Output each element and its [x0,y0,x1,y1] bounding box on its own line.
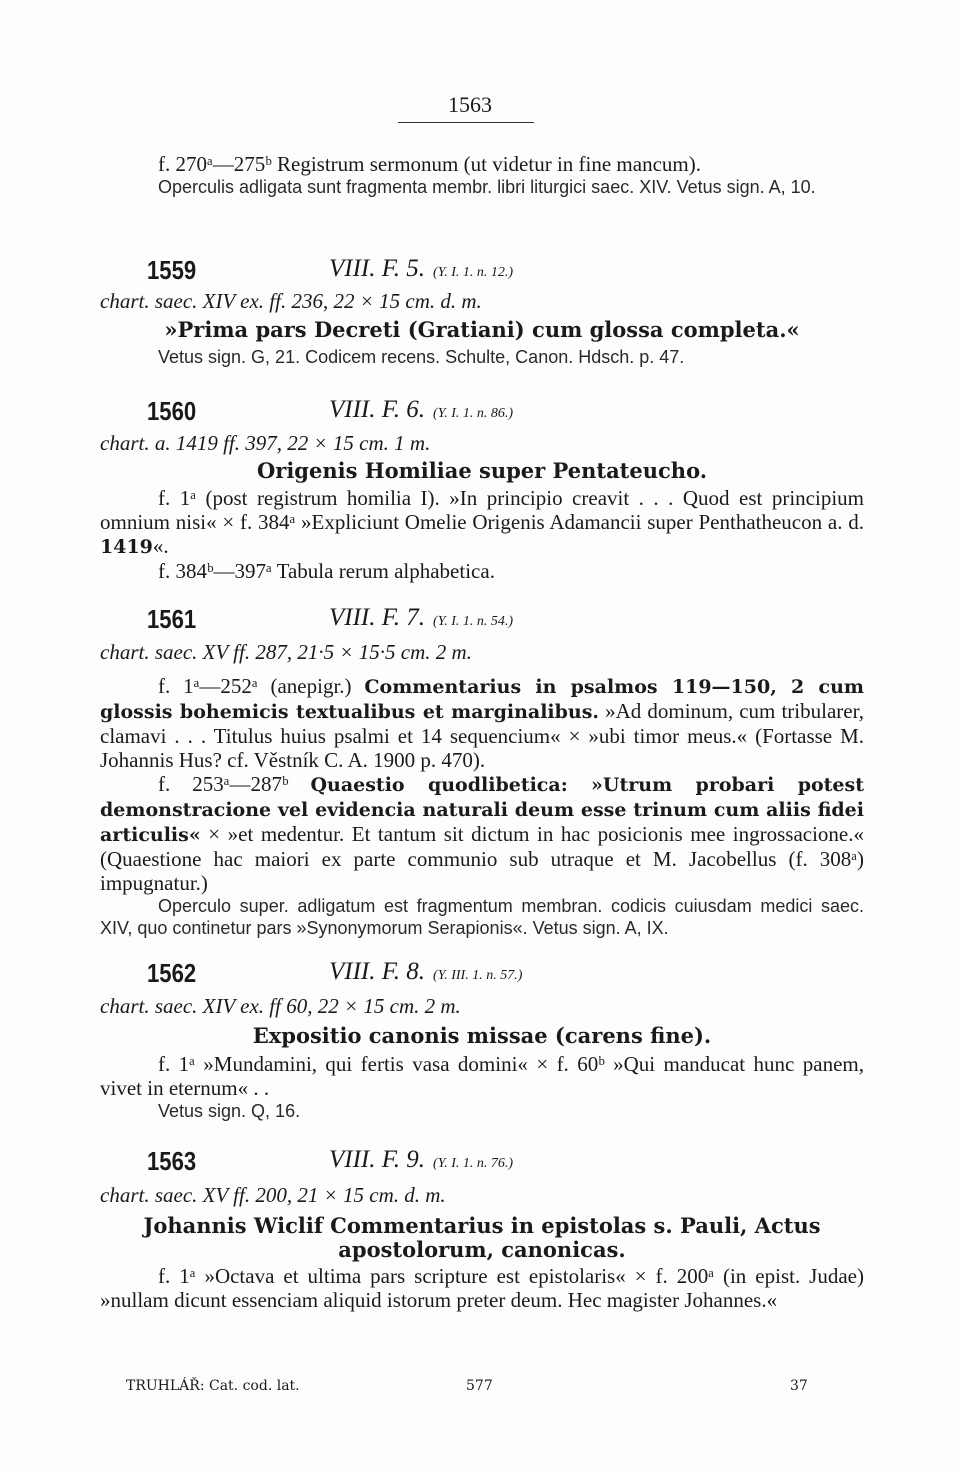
content-paragraph: f. 384ᵇ—397ᵃ Tabula rerum alphabetica. [158,559,495,583]
old-signature: (Y. III. 1. n. 57.) [433,968,523,983]
old-signature: (Y. I. 1. n. 86.) [433,406,514,421]
shelfmark: VIII. F. 8. (Y. III. 1. n. 57.) [329,958,523,985]
entry-title: »Prima pars Decreti (Gratiani) cum glossa completa.« [164,317,800,342]
entry-number: 1562 [147,958,197,988]
old-signature: (Y. I. 1. n. 54.) [433,614,514,629]
entry-body [100,1052,864,1122]
shelfmark: VIII. F. 9. (Y. I. 1. n. 76.) [329,1146,514,1173]
shelfmark: VIII. F. 7. (Y. I. 1. n. 54.) [329,604,514,631]
entry-title: Expositio canonis missae (carens fine). [252,1023,712,1048]
entry-number: 1563 [147,1146,197,1176]
shelfmark: VIII. F. 6. (Y. I. 1. n. 86.) [329,396,514,423]
entry-notes [100,346,864,368]
preamble-note: Operculis adligata sunt fragmenta membr. libri liturgici saec. XIV. Vetus sign. A, 10. [158,177,816,197]
note: Operculo super. adligatum est fragmentum membran. codicis cuiusdam medici saec. XIV, quo continetur pars »Synonymorum Serapionis«. Vetus sign. A, IX. [100,896,864,938]
content-paragraph: f. 1ᵃ »Mundamini, qui fertis vasa domini« × f. 60ᵇ »Qui manducat hunc panem, vivet in eternum« . . [100,1052,864,1100]
content-paragraph: f. 1ᵃ »Octava et ultima pars scripture est epistolaris« × f. 200ᵃ (in epist. Judae) »nullam dicunt essenciam aliquid istorum preter deum. Hec magister Johannes.« [100,1264,864,1312]
entry-body [100,486,864,583]
page-number: 1563 [448,92,492,117]
physical-description: chart. saec. XIV ex. ff 60, 22 × 15 cm. 2 m. [100,994,461,1018]
preamble-line: f. 270ᵃ—275ᵇ Registrum sermonum (ut videtur in fine mancum). [158,152,701,176]
old-signature: (Y. I. 1. n. 12.) [433,265,514,280]
physical-description: chart. a. 1419 ff. 397, 22 × 15 cm. 1 m. [100,431,431,455]
content-paragraph: f. 1ᵃ (post registrum homilia I). »In principio creavit . . . Quod est principium omnium nisi« × f. 384ᵃ »Expliciunt Omelie Origenis Adamancii super Penthatheucon a. d. 1419«. [100,486,864,558]
header-rule [398,122,534,123]
shelfmark: VIII. F. 5. (Y. I. 1. n. 12.) [329,255,514,282]
footer-author: TRUHLÁŘ: Cat. cod. lat. [126,1378,300,1394]
content-paragraph: f. 1ᵃ—252ᵃ (anepigr.) Commentarius in psalmos 119—150, 2 cum glossis bohemicis textualibus et marginalibus. »Ad dominum, cum tribularer, clamavi . . . Titulus huius psalmi et 14 sequencium« × »ubi timor meus.« (Fortasse M. Johannis Hus? cf. Věstník C. A. 1900 p. 470). [100,674,864,772]
old-signature: (Y. I. 1. n. 76.) [433,1156,514,1171]
physical-description: chart. saec. XV ff. 200, 21 × 15 cm. d. m. [100,1183,446,1207]
note: Vetus sign. G, 21. Codicem recens. Schulte, Canon. Hdsch. p. 47. [158,347,685,367]
footer-sheet: 37 [790,1378,808,1394]
content-paragraph: f. 253ᵃ—287ᵇ Quaestio quodlibetica: »Utrum probari potest demonstracione vel evidencia naturali deum esse trinum cum aliis fidei articulis« × »et medentur. Et tantum sit dictum in hac posicionis mee ingrossacione.« (Quaestione hac maiori ex parte communio sub utraque et M. Jacobellus (f. 308ᵃ) impugnatur.) [100,772,864,895]
entry-number: 1559 [147,255,197,285]
entry-number: 1560 [147,396,197,426]
footer-signature: 577 [466,1378,493,1394]
physical-description: chart. saec. XIV ex. ff. 236, 22 × 15 cm. d. m. [100,289,482,313]
entry-body [100,1264,864,1312]
note: Vetus sign. Q, 16. [158,1101,301,1121]
entry-title: Origenis Homiliae super Pentateucho. [256,458,708,483]
entry-title: Johannis Wiclif Commentarius in epistolas s. Pauli, Actus apostolorum, canonicas. [143,1213,821,1262]
physical-description: chart. saec. XV ff. 287, 21·5 × 15·5 cm. 2 m. [100,640,472,664]
preamble [100,152,864,198]
entry-body [100,674,864,939]
entry-number: 1561 [147,604,197,634]
